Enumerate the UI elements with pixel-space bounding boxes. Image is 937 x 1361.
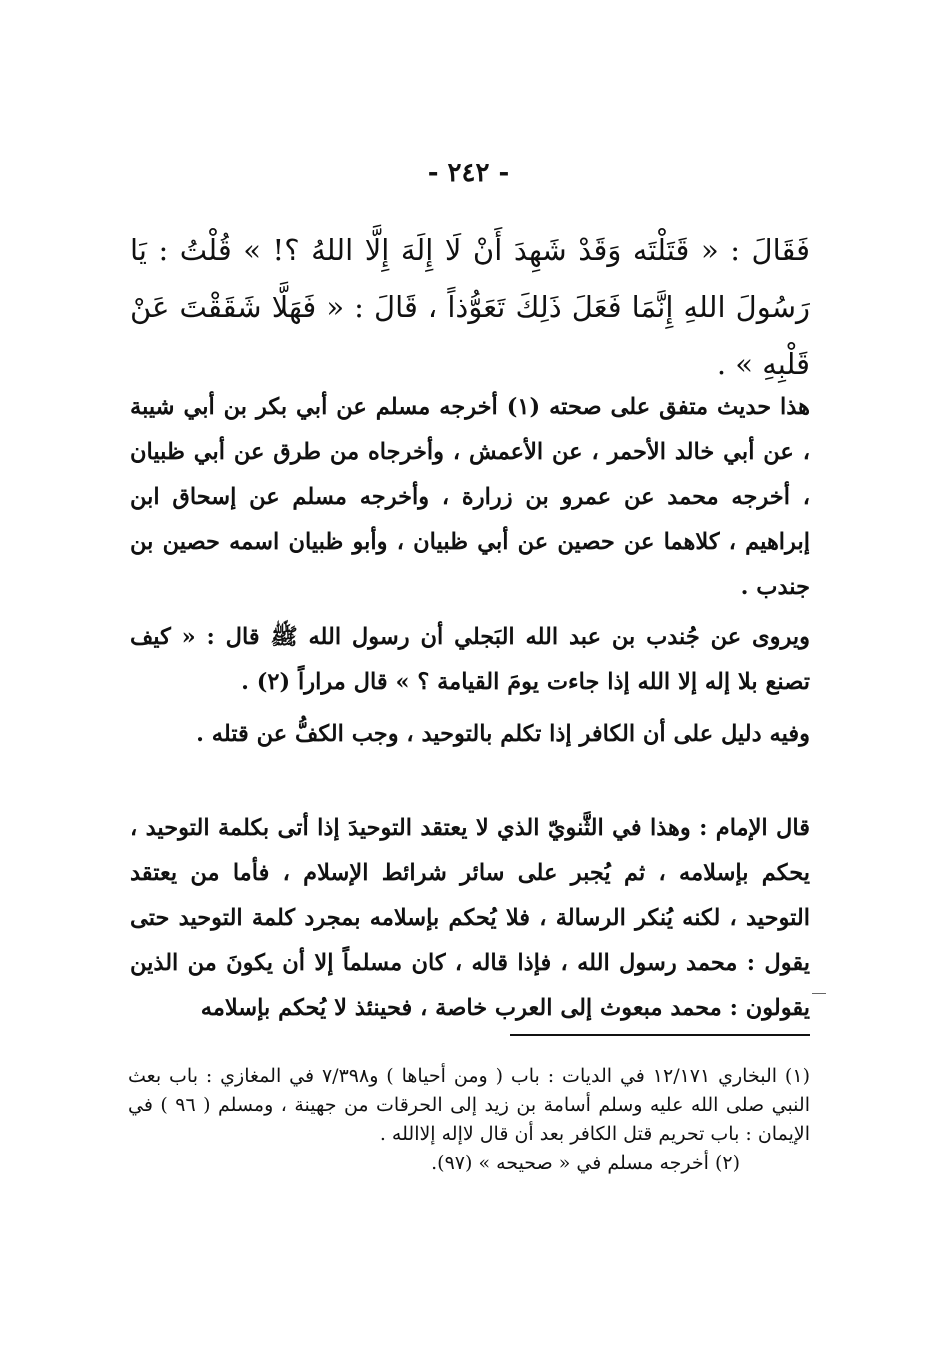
- page-number: - ٢٤٢ -: [427, 158, 510, 188]
- paragraph-evidence: وفيه دليل على أن الكافر إذا تكلم بالتوحيد ، وجب الكفُّ عن قتله .: [196, 721, 810, 747]
- footnote-separator: [510, 1034, 810, 1036]
- footnote-1: (١) البخاري ١٢/١٧١ في الديات : باب ( ومن أحياها ) و٧/٣٩٨ في المغازي : باب بعث النبي صلى الله عليه وسلم أسامة بن زيد إلى الحرقات من جهينة ، ومسلم ( ٩٦ ) في الإيمان : باب تحريم قتل الكافر بعد أن قال لاإله إلاالله .: [128, 1065, 810, 1145]
- paragraph-imam-commentary: قال الإمام : وهذا في الثَّنويّ الذي لا يعتقد التوحيدَ إذا أتى بكلمة التوحيد ، يحكم بإسلامه ، ثم يُجبر على سائر شرائط الإسلام ، فأما من يعتقد التوحيد ، لكنه يُنكر الرسالة ، فلا يُحكم بإسلامه بمجرد كلمة التوحيد حتى يقول : محمد رسول الله ، فإذا قاله ، كان مسلماً إلا أن يكونَ من الذين يقولون : محمد مبعوث إلى العرب خاصة ، فحينئذ لا يُحكم بإسلامه: [130, 815, 810, 1021]
- paragraph-jundub-narration: ويروى عن جُندب بن عبد الله البَجلي أن رسول الله ﷺ قال : « كيف تصنع بلا إله إلا الله إذا جاءت يومَ القيامة ؟ » قال مراراً (٢) .: [130, 624, 810, 695]
- footnote-2: (٢) أخرجه مسلم في « صحيحه » (٩٧).: [431, 1152, 740, 1174]
- hadith-text: فَقَالَ : « قَتَلْتَه وَقَدْ شَهِدَ أَنْ لَا إِلَهَ إِلَّا اللهُ ؟! » قُلْتُ : يَا رَسُولَ اللهِ إِنَّمَا فَعَلَ ذَلِكَ تَعَوُّذاً ، قَالَ : « فَهَلَّا شَقَقْتَ عَنْ قَلْبِهِ » .: [130, 233, 810, 381]
- paragraph-takhrij: هذا حديث متفق على صحته (١) أخرجه مسلم عن أبي بكر بن أبي شيبة ، عن أبي خالد الأحمر ، عن الأعمش ، وأخرجاه من طرق عن أبي ظبيان ، أخرجه محمد عن عمرو بن زرارة ، وأخرجه مسلم عن إسحاق ابن إبراهيم ، كلاهما عن حصين عن أبي ظبيان ، وأبو ظبيان اسمه حصين بن جندب .: [130, 394, 810, 600]
- margin-mark: [812, 993, 826, 994]
- footnotes: [128, 1062, 810, 1178]
